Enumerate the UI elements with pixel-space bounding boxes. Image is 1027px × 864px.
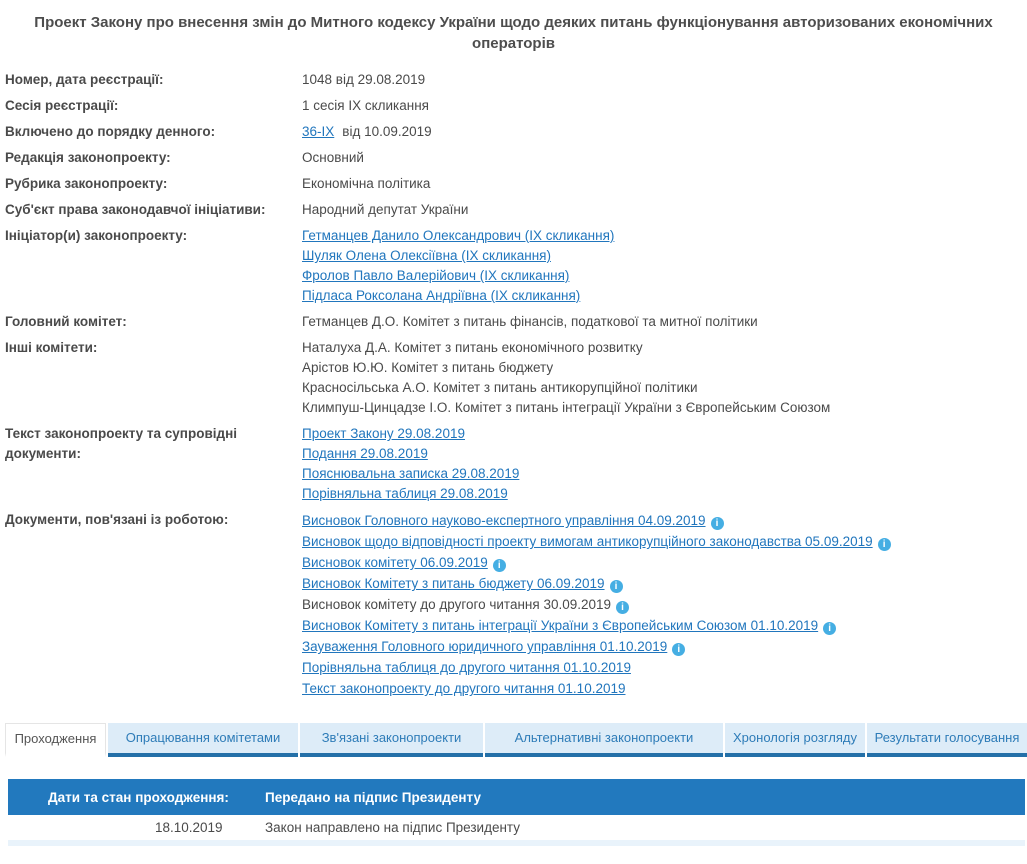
tab-opratsiuvannia-komitetamy[interactable]: Опрацювання комітетами <box>108 723 298 757</box>
agenda-number-link[interactable]: 36-IX <box>302 124 335 139</box>
related-document-link[interactable]: Висновок Головного науково-експертного управління 04.09.2019 <box>302 513 706 528</box>
field-value: Гетманцев Д.О. Комітет з питань фінансів, податкової та митної політики <box>302 314 758 329</box>
field-other-committees <box>5 338 1027 418</box>
info-icon[interactable]: i <box>616 601 629 614</box>
info-icon[interactable]: i <box>878 538 891 551</box>
status-table <box>8 779 1025 846</box>
field-value: 1048 від 29.08.2019 <box>302 72 426 87</box>
field-label: Включено до порядку денного: <box>5 124 216 139</box>
field-label: Інші комітети: <box>5 340 98 355</box>
document-link[interactable]: Пояснювальна записка 29.08.2019 <box>302 466 520 481</box>
header-current-status: Передано на підпис Президенту <box>265 789 481 805</box>
field-label: Сесія реєстрації: <box>5 98 119 113</box>
initiator-link[interactable]: Шуляк Олена Олексіївна (IX скликання) <box>302 248 551 263</box>
related-document-link[interactable]: Текст законопроекту до другого читання 01.10.2019 <box>302 681 626 696</box>
field-label: Документи, пов'язані із роботою: <box>5 512 229 527</box>
info-icon[interactable]: i <box>493 559 506 572</box>
table-row <box>8 815 1025 840</box>
bill-fields <box>0 70 1027 699</box>
document-link[interactable]: Проект Закону 29.08.2019 <box>302 426 465 441</box>
field-label: Рубрика законопроекту: <box>5 176 168 191</box>
field-main-committee <box>5 312 1027 332</box>
tab-alternatyvni-zakonoproekty[interactable]: Альтернативні законопроекти <box>485 723 723 757</box>
related-document-link[interactable]: Висновок щодо відповідності проекту вимогам антикорупційного законодавства 05.09.2019 <box>302 534 873 549</box>
field-label: Ініціатор(и) законопроекту: <box>5 228 188 243</box>
related-document-link[interactable]: Висновок Комітету з питань бюджету 06.09.2019 <box>302 576 605 591</box>
field-value: Основний <box>302 150 364 165</box>
field-label: Суб'єкт права законодавчої ініціативи: <box>5 202 266 217</box>
agenda-date: від 10.09.2019 <box>342 124 432 139</box>
related-document-link[interactable]: Висновок комітету 06.09.2019 <box>302 555 488 570</box>
field-agenda <box>5 122 1027 142</box>
table-row-stripe <box>8 840 1025 846</box>
tab-zviazani-zakonoproekty[interactable]: Зв'язані законопроекти <box>300 723 483 757</box>
info-icon[interactable]: i <box>672 643 685 656</box>
tab-rezultaty-holosuvannia[interactable]: Результати голосування <box>867 723 1027 757</box>
status-table-header <box>8 779 1025 815</box>
tab-khronolohiia-rozghliadu[interactable]: Хронологія розгляду <box>725 723 865 757</box>
field-label: Редакція законопроекту: <box>5 150 171 165</box>
field-value: 1 сесія IX скликання <box>302 98 429 113</box>
field-related-documents <box>5 510 1027 699</box>
field-rubric <box>5 174 1027 194</box>
tab-prohodzhennia[interactable]: Проходження <box>5 723 106 757</box>
row-date: 18.10.2019 <box>155 820 223 835</box>
committee-line: Арістов Ю.Ю. Комітет з питань бюджету <box>302 360 554 375</box>
row-status: Закон направлено на підпис Президенту <box>265 820 521 835</box>
page-title: Проект Закону про внесення змін до Митного кодексу України щодо деяких питань функціонування авторизованих економічних операторів <box>34 14 993 52</box>
field-redaction <box>5 148 1027 168</box>
committee-line: Климпуш-Цинцадзе І.О. Комітет з питань інтеграції України з Європейським Союзом <box>302 400 831 415</box>
initiator-link[interactable]: Гетманцев Данило Олександрович (IX скликання) <box>302 228 615 243</box>
initiator-link[interactable]: Підласа Роксолана Андріївна (IX скликання) <box>302 288 581 303</box>
field-label: Номер, дата реєстрації: <box>5 72 164 87</box>
related-document-link[interactable]: Висновок Комітету з питань інтеграції України з Європейським Союзом 01.10.2019 <box>302 618 819 633</box>
field-initiative-subject <box>5 200 1027 220</box>
bill-page <box>0 12 1027 846</box>
committee-line: Красносільська А.О. Комітет з питань антикорупційної політики <box>302 380 698 395</box>
field-value: Народний депутат України <box>302 202 469 217</box>
related-document-link[interactable]: Зауваження Головного юридичного управління 01.10.2019 <box>302 639 668 654</box>
field-initiators <box>5 226 1027 306</box>
info-icon[interactable]: i <box>823 622 836 635</box>
field-label: Головний комітет: <box>5 314 127 329</box>
committee-line: Наталуха Д.А. Комітет з питань економічного розвитку <box>302 340 643 355</box>
field-label: Текст законопроекту та супровідні документи: <box>5 426 237 461</box>
initiator-link[interactable]: Фролов Павло Валерійович (IX скликання) <box>302 268 570 283</box>
document-link[interactable]: Порівняльна таблиця 29.08.2019 <box>302 486 508 501</box>
related-document-link[interactable]: Порівняльна таблиця до другого читання 01.10.2019 <box>302 660 631 675</box>
field-bill-documents <box>5 424 1027 504</box>
field-session <box>5 96 1027 116</box>
document-link[interactable]: Подання 29.08.2019 <box>302 446 428 461</box>
info-icon[interactable]: i <box>610 580 623 593</box>
related-document-text: Висновок комітету до другого читання 30.09.2019 <box>302 597 612 612</box>
info-icon[interactable]: i <box>711 517 724 530</box>
bill-tabs <box>0 723 1027 757</box>
field-registration <box>5 70 1027 90</box>
field-value: Економічна політика <box>302 176 431 191</box>
header-dates-status: Дати та стан проходження: <box>48 789 229 805</box>
